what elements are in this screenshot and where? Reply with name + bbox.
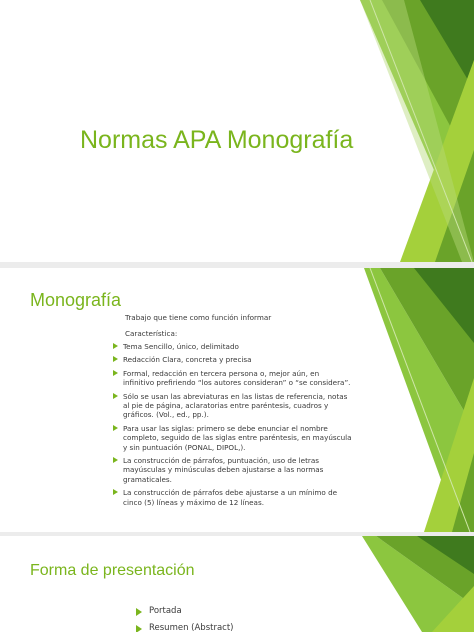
list-item: Portada xyxy=(135,606,233,616)
arrow-bullet-icon xyxy=(113,370,118,376)
characteristics-list xyxy=(112,342,352,511)
green-triangle-decoration xyxy=(360,0,474,262)
green-triangle-decoration xyxy=(364,268,474,532)
list-item: La construcción de párrafos debe ajustarse a un mínimo de cinco (5) líneas y máximo de 12 líneas. xyxy=(112,488,352,507)
arrow-bullet-icon xyxy=(136,625,142,632)
list-item: Sólo se usan las abreviaturas en las listas de referencia, notas al pie de página, aclaratorias entre paréntesis, cuadros y gráficos. (Vol., ed., pp.). xyxy=(112,392,352,420)
characteristics-label: Característica: xyxy=(125,329,178,338)
list-item: La construcción de párrafos, puntuación, uso de letras mayúsculas y minúsculas deben ajustarse a las normas gramaticales. xyxy=(112,456,352,484)
content-slide-monografia xyxy=(0,268,474,532)
arrow-bullet-icon xyxy=(113,457,118,463)
slide-title: Normas APA Monografía xyxy=(80,126,354,154)
arrow-bullet-icon xyxy=(113,343,118,349)
arrow-bullet-icon xyxy=(113,393,118,399)
content-slide-presentacion xyxy=(0,536,474,632)
list-item: Resumen (Abstract) xyxy=(135,623,233,632)
list-item: Formal, redacción en tercera persona o, mejor aún, en infinitivo prefiriendo “los autores consideran” o “se considera”. xyxy=(112,369,352,388)
slide-title: Monografía xyxy=(30,290,122,310)
intro-text: Trabajo que tiene como función informar xyxy=(125,313,272,322)
arrow-bullet-icon xyxy=(113,425,118,431)
list-item: Tema Sencillo, único, delimitado xyxy=(112,342,352,351)
title-slide xyxy=(0,0,474,262)
list-item: Para usar las siglas: primero se debe enunciar el nombre completo, seguido de las siglas entre paréntesis, en mayúscula y sin puntuación (PONAL, DIPOL,). xyxy=(112,424,352,452)
green-triangle-decoration xyxy=(362,536,474,632)
arrow-bullet-icon xyxy=(113,489,118,495)
arrow-bullet-icon xyxy=(136,608,142,616)
slide-title: Forma de presentación xyxy=(30,562,195,579)
presentation-list xyxy=(135,606,233,632)
list-item: Redacción Clara, concreta y precisa xyxy=(112,355,352,364)
arrow-bullet-icon xyxy=(113,356,118,362)
